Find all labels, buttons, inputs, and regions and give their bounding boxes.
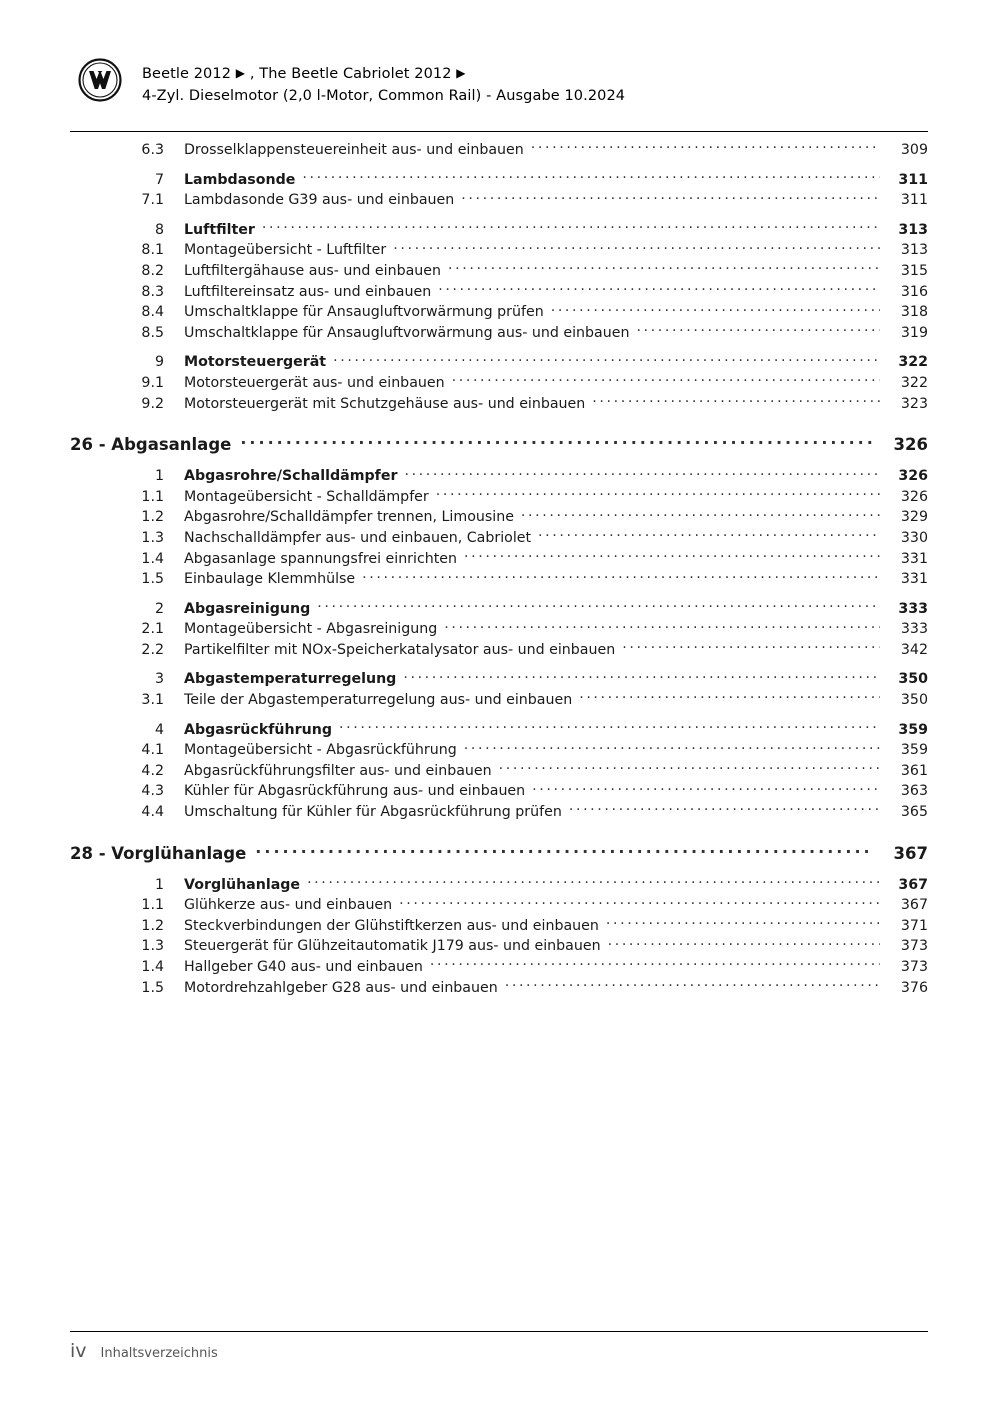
toc-leader-dots: [606, 916, 880, 930]
toc-entry-page: 371: [900, 917, 928, 934]
toc-subsection-row[interactable]: [102, 240, 928, 261]
toc-entry-page: 367: [898, 876, 928, 893]
toc-leader-dots: [438, 282, 880, 296]
toc-leader-dots: [255, 845, 874, 859]
toc-leader-dots: [622, 640, 880, 654]
toc-section-row[interactable]: [102, 669, 928, 690]
toc-leader-dots: [452, 373, 880, 387]
arrow-right-icon: ▶: [235, 66, 246, 80]
footer-divider: [70, 1331, 928, 1332]
toc-subsection-row[interactable]: [102, 323, 928, 344]
vw-logo-icon: [78, 58, 122, 102]
toc-subsection-row[interactable]: [102, 302, 928, 323]
toc-leader-dots: [393, 240, 880, 254]
toc-leader-dots: [532, 781, 880, 795]
toc-entry-number: 3.1: [141, 692, 164, 709]
toc-entry-title: Motorsteuergerät aus- und einbauen: [184, 374, 445, 391]
toc-entry-page: 367: [893, 843, 928, 863]
toc-subsection-row[interactable]: [102, 619, 928, 640]
toc-leader-dots: [436, 487, 880, 501]
toc-entry-number: 2: [154, 600, 164, 617]
toc-subsection-row[interactable]: [102, 394, 928, 415]
toc-entry-title: Partikelfilter mit NOx-Speicherkatalysator aus- und einbauen: [184, 641, 616, 658]
toc-section-row[interactable]: [102, 875, 928, 896]
toc-entry-page: 313: [900, 242, 928, 259]
toc-entry-number: 1.4: [141, 550, 164, 567]
toc-entry-number: 1.3: [141, 529, 164, 546]
toc-entry-number: 4.4: [141, 804, 164, 821]
toc-entry-number: 8.5: [141, 324, 164, 341]
toc-subsection-row[interactable]: [102, 802, 928, 823]
toc-entry-page: 376: [900, 979, 928, 996]
toc-entry-page: 373: [900, 959, 928, 975]
toc-entry-number: 4: [154, 721, 164, 738]
toc-entry-title: Vorglühanlage: [184, 876, 301, 893]
toc-entry-page: 331: [900, 571, 928, 588]
toc-leader-dots: [569, 802, 880, 816]
toc-subsection-row[interactable]: [102, 916, 928, 937]
toc-entry-number: 9.2: [141, 395, 164, 412]
toc-entry-title: 26 - Abgasanlage: [70, 435, 232, 455]
toc-leader-dots: [240, 436, 874, 450]
toc-subsection-row[interactable]: [102, 140, 928, 161]
toc-entry-number: 1.5: [141, 979, 164, 996]
toc-entry-number: 1.2: [141, 509, 164, 526]
arrow-right-icon-2: ▶: [456, 66, 466, 80]
toc-entry-page: 359: [898, 721, 928, 738]
toc-entry-page: 363: [900, 783, 928, 800]
toc-leader-dots: [339, 720, 880, 734]
toc-entry-title: Abgasreinigung: [184, 600, 311, 617]
toc-leader-dots: [333, 352, 880, 366]
toc-entry-title: Abgasanlage spannungsfrei einrichten: [184, 550, 458, 567]
toc-entry-title: Montageübersicht - Abgasreinigung: [184, 621, 438, 638]
toc-entry-page: 329: [900, 509, 928, 526]
page-header: [70, 56, 930, 126]
toc-entry-page: 315: [900, 262, 928, 279]
toc-entry-page: 350: [900, 692, 928, 709]
toc-entry-title: Drosselklappensteuereinheit aus- und einbauen: [184, 142, 524, 158]
toc-entry-title: Abgasrohre/Schalldämpfer: [184, 468, 398, 485]
toc-entry-page: 318: [900, 304, 928, 321]
toc-entry-number: 2.1: [141, 621, 164, 638]
toc-leader-dots: [538, 528, 880, 542]
toc-entry-page: 333: [898, 600, 928, 617]
toc-entry-number: 3: [154, 671, 164, 688]
footer-page-number: iv: [70, 1340, 87, 1362]
toc-entry-title: Glühkerze aus- und einbauen: [184, 897, 393, 914]
toc-leader-dots: [464, 740, 880, 754]
toc-entry-page: 333: [900, 621, 928, 638]
toc-subsection-row[interactable]: [102, 640, 928, 661]
toc-section-row[interactable]: [102, 170, 928, 191]
toc-subsection-row[interactable]: [102, 690, 928, 711]
toc-leader-dots: [430, 957, 880, 971]
toc-subsection-row[interactable]: [102, 740, 928, 761]
toc-entry-title: Montageübersicht - Abgasrückführung: [184, 742, 457, 759]
header-line-edition: 4-Zyl. Dieselmotor (2,0 l-Motor, Common Rail) - Ausgabe 10.2024: [142, 88, 626, 104]
toc-entry-title: Abgasrückführung: [184, 721, 332, 738]
toc-leader-dots: [608, 936, 880, 950]
toc-entry-page: 319: [900, 324, 928, 341]
toc-entry-title: Abgasrohre/Schalldämpfer trennen, Limousine: [184, 509, 514, 526]
footer-label: Inhaltsverzeichnis: [100, 1346, 218, 1361]
toc-leader-dots: [592, 394, 880, 408]
toc-section-row[interactable]: [102, 720, 928, 741]
toc-entry-number: 1.5: [141, 571, 164, 588]
toc-entry-number: 1.4: [141, 959, 164, 975]
toc-entry-number: 1.1: [141, 488, 164, 505]
toc-entry-number: 9: [154, 354, 164, 371]
toc-subsection-row[interactable]: [102, 781, 928, 802]
header-text-block: [142, 62, 922, 107]
toc-entry-number: 8.3: [141, 283, 164, 300]
toc-entry-page: 350: [898, 671, 928, 688]
toc-entry-title: Luftfilter: [184, 221, 255, 238]
toc-subsection-row[interactable]: [102, 978, 928, 999]
toc-entry-number: 7: [154, 171, 164, 188]
toc-leader-dots: [551, 302, 880, 316]
toc-entry-page: 373: [900, 938, 928, 955]
header-line-model: [142, 62, 922, 85]
toc-chapter-row[interactable]: [70, 842, 928, 866]
toc-entry-page: 326: [900, 488, 928, 505]
toc-entry-page: 330: [900, 529, 928, 546]
toc-leader-dots: [448, 261, 880, 275]
toc-leader-dots: [464, 549, 880, 563]
toc-subsection-row[interactable]: [102, 569, 928, 590]
toc-section-row[interactable]: [102, 466, 928, 487]
toc-subsection-row[interactable]: [102, 936, 928, 957]
toc-leader-dots: [403, 669, 880, 683]
toc-chapter-row[interactable]: [70, 433, 928, 457]
toc-entry-number: 8.2: [141, 262, 164, 279]
toc-entry-page: 316: [900, 283, 928, 300]
toc-entry-page: 361: [900, 762, 928, 779]
toc-entry-page: 331: [900, 550, 928, 567]
toc-entry-number: 7.1: [141, 192, 164, 209]
toc-entry-number: 8: [154, 221, 164, 238]
toc-subsection-row[interactable]: [102, 507, 928, 528]
toc-leader-dots: [636, 323, 880, 337]
toc-entry-page: 309: [900, 142, 928, 158]
toc-entry-number: 2.2: [141, 641, 164, 658]
toc-entry-number: 1.2: [141, 917, 164, 934]
toc-subsection-row[interactable]: [102, 895, 928, 916]
toc-leader-dots: [521, 507, 880, 521]
toc-entry-title: Hallgeber G40 aus- und einbauen: [184, 959, 423, 975]
toc-subsection-row[interactable]: [102, 261, 928, 282]
toc-leader-dots: [307, 875, 880, 889]
toc-entry-title: Einbaulage Klemmhülse: [184, 571, 356, 588]
toc-section-row[interactable]: [102, 220, 928, 241]
toc-entry-number: 1: [154, 876, 164, 893]
toc-entry-title: Motorsteuergerät: [184, 354, 327, 371]
toc-entry-title: Teile der Abgastemperaturregelung aus- und einbauen: [184, 692, 573, 709]
toc-entry-number: 1.3: [141, 938, 164, 955]
toc-subsection-row[interactable]: [102, 528, 928, 549]
toc-entry-title: Montageübersicht - Schalldämpfer: [184, 488, 429, 505]
toc-entry-number: 4.3: [141, 783, 164, 800]
toc-leader-dots: [262, 220, 880, 234]
toc-entry-title: Lambdasonde: [184, 171, 296, 188]
toc-entry-number: 1: [154, 468, 164, 485]
toc-entry-page: 311: [900, 192, 928, 209]
toc-entry-title: Motordrehzahlgeber G28 aus- und einbauen: [184, 979, 498, 996]
toc-leader-dots: [461, 190, 880, 204]
toc-entry-number: 4.2: [141, 762, 164, 779]
toc-entry-title: Nachschalldämpfer aus- und einbauen, Cabriolet: [184, 529, 532, 546]
toc-entry-page: 326: [893, 435, 928, 455]
toc-subsection-row[interactable]: [102, 373, 928, 394]
toc-leader-dots: [505, 978, 880, 992]
toc-entry-title: Umschaltklappe für Ansaugluftvorwärmung aus- und einbauen: [184, 324, 630, 341]
toc-leader-dots: [579, 690, 880, 704]
toc-entry-title: Abgasrückführungsfilter aus- und einbauen: [184, 762, 492, 779]
toc-entry-page: 326: [898, 468, 928, 485]
toc-section-row[interactable]: [102, 352, 928, 373]
toc-subsection-row[interactable]: [102, 549, 928, 570]
toc-leader-dots: [302, 170, 880, 184]
toc-entry-number: 4.1: [141, 742, 164, 759]
toc-entry-title: Abgastemperaturregelung: [184, 671, 397, 688]
toc-leader-dots: [404, 466, 880, 480]
toc-entry-page: 322: [900, 374, 928, 391]
toc-entry-title: Lambdasonde G39 aus- und einbauen: [184, 192, 455, 209]
toc-leader-dots: [399, 895, 880, 909]
header-model-2: , The Beetle Cabriolet 2012: [249, 66, 452, 82]
toc-entry-page: 359: [900, 742, 928, 759]
toc-entry-number: 8.1: [141, 242, 164, 259]
toc-entry-page: 313: [898, 221, 928, 238]
table-of-contents: [70, 140, 928, 998]
toc-subsection-row[interactable]: [102, 282, 928, 303]
toc-leader-dots: [317, 599, 880, 613]
toc-section-row[interactable]: [102, 599, 928, 620]
toc-entry-page: 322: [898, 354, 928, 371]
header-model-1: Beetle 2012: [142, 66, 232, 82]
toc-entry-number: 9.1: [141, 374, 164, 391]
page-footer: [70, 1340, 928, 1362]
toc-entry-title: Motorsteuergerät mit Schutzgehäuse aus- und einbauen: [184, 395, 586, 412]
toc-entry-page: 323: [900, 395, 928, 412]
toc-leader-dots: [362, 569, 880, 583]
toc-entry-title: Luftfiltereinsatz aus- und einbauen: [184, 283, 432, 300]
toc-subsection-row[interactable]: [102, 190, 928, 211]
toc-entry-title: Luftfiltergähause aus- und einbauen: [184, 262, 441, 279]
toc-subsection-row[interactable]: [102, 487, 928, 508]
header-divider: [70, 131, 928, 132]
toc-entry-title: 28 - Vorglühanlage: [70, 843, 247, 863]
toc-entry-number: 1.1: [141, 897, 164, 914]
toc-entry-number: 8.4: [141, 304, 164, 321]
toc-entry-page: 342: [900, 641, 928, 658]
toc-entry-title: Kühler für Abgasrückführung aus- und einbauen: [184, 783, 526, 800]
toc-entry-title: Steckverbindungen der Glühstiftkerzen aus- und einbauen: [184, 917, 599, 934]
toc-entry-title: Steuergerät für Glühzeitautomatik J179 aus- und einbauen: [184, 938, 601, 955]
toc-entry-number: 6.3: [141, 142, 164, 158]
toc-entry-title: Montageübersicht - Luftfilter: [184, 242, 387, 259]
toc-subsection-row[interactable]: [102, 761, 928, 782]
toc-entry-title: Umschaltklappe für Ansaugluftvorwärmung prüfen: [184, 304, 544, 321]
toc-leader-dots: [499, 761, 880, 775]
toc-entry-page: 311: [898, 171, 928, 188]
toc-leader-dots: [444, 619, 880, 633]
toc-entry-page: 365: [900, 804, 928, 821]
toc-entry-title: Umschaltung für Kühler für Abgasrückführung prüfen: [184, 804, 562, 821]
toc-subsection-row[interactable]: [102, 957, 928, 978]
toc-entry-page: 367: [900, 897, 928, 914]
toc-leader-dots: [531, 140, 880, 154]
